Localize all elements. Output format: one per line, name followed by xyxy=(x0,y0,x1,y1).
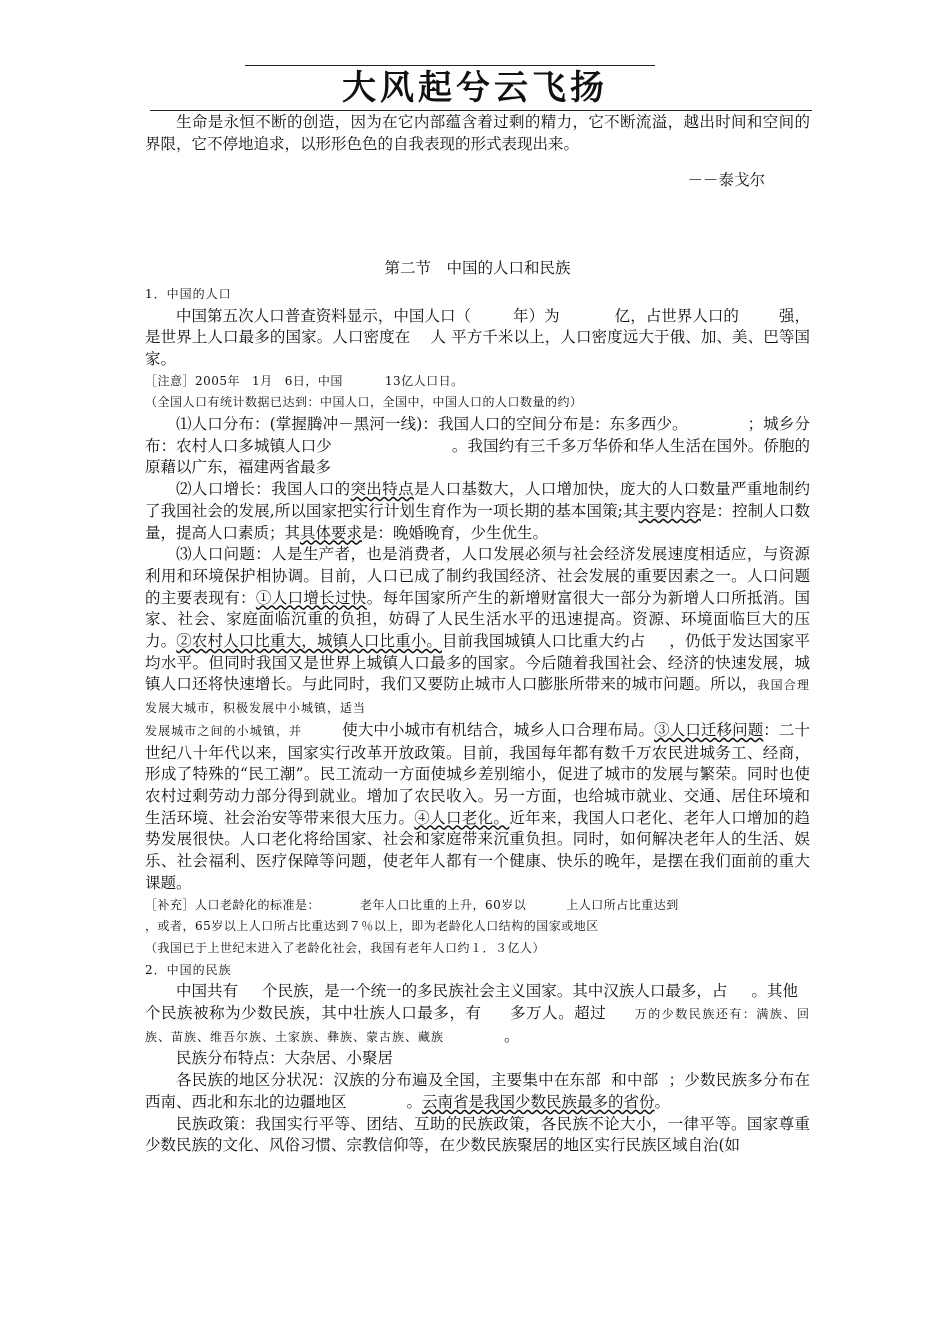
banner-title: 大风起兮云飞扬 xyxy=(342,68,608,108)
document-body xyxy=(145,112,810,1157)
heading-ethnic-groups: 2．中国的民族 xyxy=(145,962,232,977)
supplement-line-2: ，或者，65岁以上人口所占比重达到７％以上，即为老龄化人口结构的国家或地区 xyxy=(145,919,599,934)
ethnic-policy: 民族政策：我国实行平等、团结、互助的民族政策，各民族不论大小，一律平等。国家尊重少数民族的文化、风俗习惯、宗教信仰等，在少数民族聚居的地区实行民族区域自治(如 xyxy=(145,1114,810,1155)
quote-text: 生命是永恒不断的创造，因为在它内部蕴含着过剩的精力，它不断流溢，越出时间和空间的界限，它不停地追求，以形形色色的自我表现的形式表现出来。 xyxy=(145,113,810,153)
regional-distribution: 各民族的地区分状况：汉族的分布遍及全国，主要集中在东部 和中部 ；少数民族多分布在西南、西北和东北的边疆地区 。云南省是我国少数民族最多的省份。 xyxy=(145,1071,810,1111)
ethnic-groups-paragraph: 中国共有 个民族，是一个统一的多民族社会主义国家。其中汉族人口最多，占 。其他个民族被称为少数民族，其中壮族人口最多，有 多万人。超过 万的少数民族还有：满族、回族、苗族、维吾尔族、土家族、彝族、蒙古族、藏族 。 xyxy=(145,982,810,1045)
problems-paragraph: ⑶人口问题：人是生产者，也是消费者，人口发展必须与社会经济发展速度相适应，与资源利用和环境保护相协调。目前，人口已成了制约我国经济、社会发展的重要因素之一。人口问题的主要表现有：①人口增长过快。每年国家所产生的新增财富很大一部分为新增人口所抵消。国家、社会、家庭面临沉重的负担，妨碍了人民生活水平的迅速提高。资源、环境面临巨大的压力。②农村人口比重大，城镇人口比重小。目前我国城镇人口比重大约占 ，仍低于发达国家平均水平。但同时我国又是世界上城镇人口最多的国家。今后随着我国社会、经济的快速发展，城镇人口还将快速增长。与此同时，我们又要防止城市人口膨胀所带来的城市问题。所以，我国合理发展大城市，积极发展中小城镇，适当 发展城市之间的小城镇，并 使大中小城市有机结合，城乡人口合理布局。③人口迁移问题：二十世纪八十年代以来，国家实行改革开放政策。目前，我国每年都有数千万农民进城务工、经商，形成了特殊的“民工潮”。民工流动一方面使城乡差别缩小，促进了城市的发展与繁荣。同时也使农村过剩劳动力部分得到就业。增加了农民收入。另一方面，也给城市就业、交通、居住环境和生活环境、社会治安等带来很大压力。④人口老化。近年来，我国人口老化、老年人口增加的趋势发展很快。人口老化将给国家、社会和家庭带来沉重负担。同时，如何解决老年人的生活、娱乐、社会福利、医疗保障等问题，使老年人都有一个健康、快乐的晚年，是摆在我们面前的重大课题。 xyxy=(145,545,810,892)
note-population-day: ［注意］2005年 1月 6日，中国 13亿人口日。 xyxy=(145,373,464,388)
section-title: 第二节 中国的人口和民族 xyxy=(384,259,571,278)
growth-paragraph: ⑵人口增长：我国人口的突出特点是人口基数大，人口增加快，庞大的人口数量严重地制约了我国社会的发展,所以国家把实行计划生育作为一项长期的基本国策;其主要内容是：控制人口数量，提高人口素质；其具体要求是：晚婚晚育，少生优生。 xyxy=(145,480,810,542)
banner-bottom-rule xyxy=(150,110,812,111)
heading-population: 1．中国的人口 xyxy=(145,286,232,301)
quote-author: －－泰戈尔 xyxy=(687,171,765,190)
distribution-feature: 民族分布特点：大杂居、小聚居 xyxy=(176,1049,394,1068)
note-population-detail: （全国人口有统计数据已达到：中国人口，全国中，中国人口的人口数量的约） xyxy=(145,395,583,410)
supplement-note: ［补充］人口老龄化的标准是： 老年人口比重的上升，60岁以 上人口所占比重达到 xyxy=(145,897,679,912)
population-paragraph: 中国第五次人口普查资料显示，中国人口（ 年）为 亿，占世界人口的 强，是世界上人口最多的国家。人口密度在 人 平方千米以上，人口密度远大于俄、加、美、巴等国家。 xyxy=(145,306,810,368)
supplement-line-3: （我国已于上世纪末进入了老龄化社会，我国有老年人口约１．３亿人） xyxy=(145,940,546,955)
distribution-paragraph: ⑴人口分布：(掌握腾冲－黑河一线)：我国人口的空间分布是：东多西少。 ；城乡分布：农村人口多城镇人口少 。我国约有三千多万华侨和华人生活在国外。侨胞的原藉以广东，福建两省最多 xyxy=(145,415,810,477)
